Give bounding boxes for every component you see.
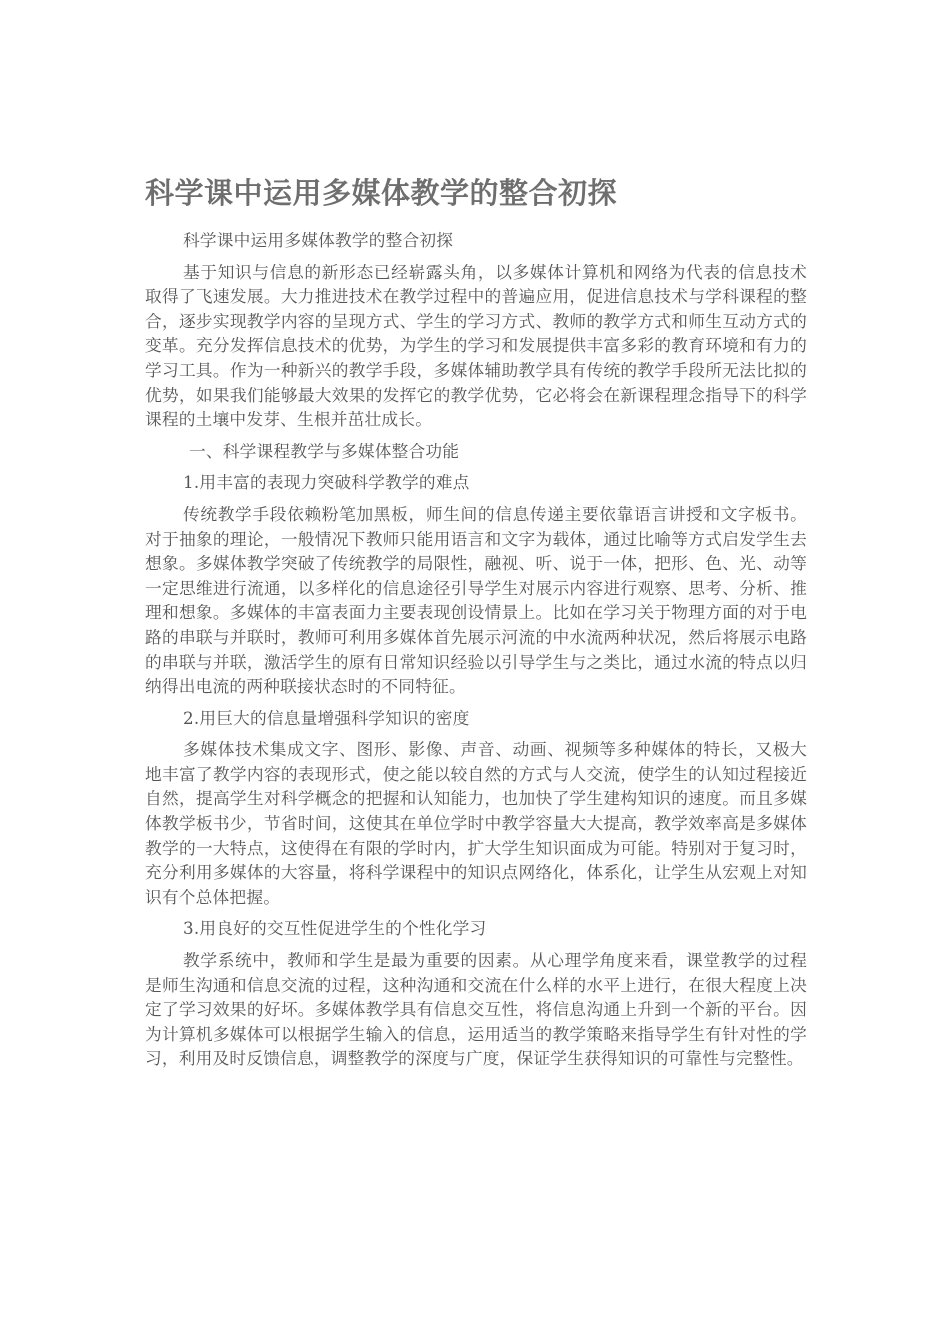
document-page <box>145 170 807 1078</box>
point-heading-3: 3.用良好的交互性促进学生的个性化学习 <box>183 918 487 939</box>
point-heading-2: 2.用巨大的信息量增强科学知识的密度 <box>183 707 470 728</box>
point-heading-1: 1.用丰富的表现力突破科学教学的难点 <box>183 472 470 493</box>
point-body-3: 教学系统中，教师和学生是最为重要的因素。从心理学角度来看，课堂教学的过程是师生沟通和信息交流的过程，这种沟通和交流在什么样的水平上进行，在很大程度上决定了学习效果的好坏。多媒体教学具有信息交互性，将信息沟通上升到一个新的平台。因为计算机多媒体可以根据学生输入的信息，运用适当的教学策略来指导学生有针对性的学习，利用及时反馈信息，调整教学的深度与广度，保证学生获得知识的可靠性与完整性。 <box>145 950 807 1069</box>
intro-paragraph: 基于知识与信息的新形态已经崭露头角，以多媒体计算机和网络为代表的信息技术取得了飞速发展。大力推进技术在教学过程中的普遍应用，促进信息技术与学科课程的整合，逐步实现教学内容的呈现方式、学生的学习方式、教师的教学方式和师生互动方式的变革。充分发挥信息技术的优势，为学生的学习和发展提供丰富多彩的教育环境和有力的学习工具。作为一种新兴的教学手段，多媒体辅助教学具有传统的教学手段所无法比拟的优势，如果我们能够最大效果的发挥它的教学优势，它必将会在新课程理念指导下的科学课程的土壤中发芽、生根并茁壮成长。 <box>145 261 807 430</box>
point-body-2: 多媒体技术集成文字、图形、影像、声音、动画、视频等多种媒体的特长，又极大地丰富了教学内容的表现形式，使之能以较自然的方式与人交流，使学生的认知过程接近自然，提高学生对科学概念的把握和认知能力，也加快了学生建构知识的速度。而且多媒体教学板书少，节省时间，这使其在单位学时中教学容量大大提高，教学效率高是多媒体教学的一大特点，这使得在有限的学时内，扩大学生知识面成为可能。特别对于复习时，充分利用多媒体的大容量，将科学课程中的知识点网络化，体系化，让学生从宏观上对知识有个总体把握。 <box>145 739 807 907</box>
document-title: 科学课中运用多媒体教学的整合初探 <box>145 176 618 210</box>
document-subtitle: 科学课中运用多媒体教学的整合初探 <box>183 230 454 250</box>
section-heading-1: 一、科学课程教学与多媒体整合功能 <box>189 440 460 461</box>
point-body-1: 传统教学手段依赖粉笔加黑板，师生间的信息传递主要依靠语言讲授和文字板书。对于抽象的理论，一般情况下教师只能用语言和文字为载体，通过比喻等方式启发学生去想象。多媒体教学突破了传统教学的局限性，融视、听、说于一体，把形、色、光、动等一定思维进行流通，以多样化的信息途径引导学生对展示内容进行观察、思考、分析、推理和想象。多媒体的丰富表面力主要表现创设情景上。比如在学习关于物理方面的对于电路的串联与并联时，教师可利用多媒体首先展示河流的中水流两种状况，然后将展示电路的串联与并联，激活学生的原有日常知识经验以引导学生与之类比，通过水流的特点以归纳得出电流的两种联接状态时的不同特征。 <box>145 503 807 697</box>
